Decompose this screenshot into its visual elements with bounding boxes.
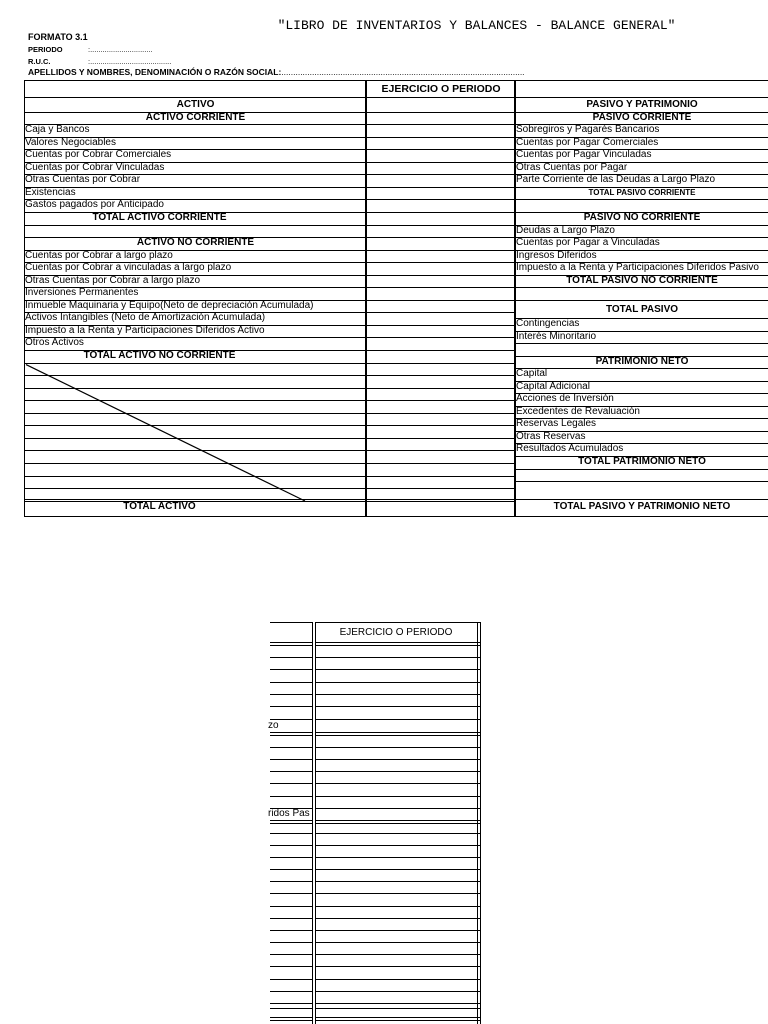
row-line bbox=[366, 312, 515, 313]
row-line bbox=[366, 124, 515, 125]
patrimonio-item: Reservas Legales bbox=[516, 418, 597, 430]
row-line bbox=[315, 823, 481, 824]
row-line bbox=[270, 657, 312, 658]
row-line bbox=[366, 425, 515, 426]
activo-no-corriente-item: Activos Intangibles (Neto de Amortización Acumulada) bbox=[25, 312, 266, 324]
activo-corriente-item: Cuentas por Cobrar Comerciales bbox=[25, 149, 172, 161]
row-line bbox=[270, 735, 312, 736]
row-line bbox=[366, 187, 515, 188]
patrimonio-item: Resultados Acumulados bbox=[516, 443, 624, 455]
row-line bbox=[270, 823, 312, 824]
row-line bbox=[315, 1017, 481, 1018]
total-divider bbox=[366, 499, 515, 500]
pasivo-corriente-heading: PASIVO CORRIENTE bbox=[592, 111, 692, 123]
row-line bbox=[315, 669, 481, 670]
balance-sheet-table bbox=[24, 80, 768, 517]
row-line bbox=[315, 759, 481, 760]
row-line bbox=[270, 954, 312, 955]
ruc-label: R.U.C. bbox=[28, 57, 51, 66]
row-line bbox=[270, 979, 312, 980]
row-line bbox=[270, 682, 312, 683]
activo-corriente-item: Gastos pagados por Anticipado bbox=[25, 199, 164, 211]
row-line bbox=[315, 735, 481, 736]
ejercicio-column-frame bbox=[366, 80, 515, 517]
activo-corriente-item: Existencias bbox=[25, 186, 76, 198]
second-balance-table bbox=[270, 622, 482, 1024]
patrimonio-heading: PATRIMONIO NETO bbox=[595, 355, 689, 367]
row-line bbox=[270, 1020, 312, 1021]
periodo-value: :.............................. bbox=[88, 45, 153, 54]
row-line bbox=[270, 1003, 312, 1004]
row-line bbox=[315, 706, 481, 707]
razon-social-line bbox=[28, 67, 525, 77]
periodo-label: PERIODO bbox=[28, 45, 63, 54]
row-line bbox=[270, 706, 312, 707]
ejercicio-header: EJERCICIO O PERIODO bbox=[381, 83, 501, 95]
total-patrimonio-neto: TOTAL PATRIMONIO NETO bbox=[578, 456, 706, 468]
row-line bbox=[315, 645, 481, 646]
row-line bbox=[366, 250, 515, 251]
pasivo-corriente-item: Cuentas por Pagar Comerciales bbox=[516, 136, 659, 148]
row-line bbox=[315, 930, 481, 931]
row-line bbox=[366, 287, 515, 288]
truncated-label-fragment: ridos Pas bbox=[268, 808, 310, 819]
patrimonio-item: Acciones de Inversión bbox=[516, 393, 614, 405]
row-line bbox=[366, 375, 515, 376]
row-line bbox=[366, 400, 515, 401]
row-line bbox=[315, 966, 481, 967]
row-line bbox=[270, 833, 312, 834]
pasivo-corriente-item: Cuentas por Pagar Vinculadas bbox=[516, 149, 652, 161]
total-pasivo-patrimonio: TOTAL PASIVO Y PATRIMONIO NETO bbox=[553, 501, 731, 512]
pasivo-corriente-item: Sobregiros y Pagarés Bancarios bbox=[516, 124, 660, 136]
row-line bbox=[366, 501, 515, 502]
row-line bbox=[315, 893, 481, 894]
row-line bbox=[270, 1017, 312, 1018]
row-line bbox=[366, 275, 515, 276]
row-line bbox=[315, 918, 481, 919]
row-line bbox=[315, 881, 481, 882]
row-line bbox=[315, 642, 481, 643]
row-line bbox=[515, 481, 768, 482]
activo-no-corriente-item: Cuentas por Cobrar a largo plazo bbox=[25, 249, 173, 261]
row-line bbox=[515, 300, 768, 301]
row-line bbox=[315, 747, 481, 748]
total-pasivo-corriente: TOTAL PASIVO CORRIENTE bbox=[588, 187, 696, 197]
activo-corriente-item: Caja y Bancos bbox=[25, 124, 90, 136]
row-line bbox=[315, 1003, 481, 1004]
row-line bbox=[270, 942, 312, 943]
row-line bbox=[315, 979, 481, 980]
row-line bbox=[366, 149, 515, 150]
pasivo-no-corriente-item: Ingresos Diferidos bbox=[516, 249, 597, 261]
patrimonio-item: Otras Reservas bbox=[516, 430, 586, 442]
row-line bbox=[270, 694, 312, 695]
total-activo-no-corriente: TOTAL ACTIVO NO CORRIENTE bbox=[83, 350, 236, 361]
patrimonio-item: Capital bbox=[516, 368, 548, 380]
row-line bbox=[315, 833, 481, 834]
pasivo-no-corriente-item: Cuentas por Pagar a Vinculadas bbox=[516, 237, 660, 249]
row-line bbox=[366, 350, 515, 351]
activo-corriente-item: Otras Cuentas por Cobrar bbox=[25, 174, 141, 186]
row-line bbox=[270, 732, 312, 733]
row-line bbox=[515, 287, 768, 288]
row-line bbox=[366, 162, 515, 163]
row-line bbox=[270, 622, 312, 623]
row-line bbox=[366, 463, 515, 464]
ruc-line bbox=[28, 57, 171, 66]
activo-corriente-heading: ACTIVO CORRIENTE bbox=[145, 111, 246, 123]
row-line bbox=[315, 657, 481, 658]
row-line bbox=[270, 857, 312, 858]
row-line bbox=[315, 622, 481, 623]
header-divider bbox=[515, 97, 768, 98]
row-line bbox=[270, 771, 312, 772]
row-line bbox=[270, 966, 312, 967]
row-line bbox=[270, 642, 312, 643]
row-line bbox=[366, 325, 515, 326]
row-line bbox=[366, 488, 515, 489]
row-line bbox=[315, 719, 481, 720]
row-line bbox=[315, 732, 481, 733]
total-activo-corriente: TOTAL ACTIVO CORRIENTE bbox=[92, 211, 227, 223]
row-line bbox=[366, 363, 515, 364]
diagonal-strike-line bbox=[24, 80, 366, 517]
truncated-label-fragment: zo bbox=[268, 720, 279, 731]
ruc-value: :....................................... bbox=[88, 57, 172, 66]
row-line bbox=[366, 212, 515, 213]
total-activo: TOTAL ACTIVO bbox=[123, 501, 196, 512]
activo-no-corriente-heading: ACTIVO NO CORRIENTE bbox=[136, 237, 255, 249]
pasivo-patrimonio-heading: PASIVO Y PATRIMONIO bbox=[586, 99, 698, 110]
razon-social-label: APELLIDOS Y NOMBRES, DENOMINACIÓN O RAZÓN SOCIAL: bbox=[28, 67, 282, 77]
razon-social-value: ....................................................................................................... bbox=[281, 67, 525, 77]
activo-no-corriente-item: Cuentas por Cobrar a vinculadas a largo plazo bbox=[25, 262, 232, 274]
row-line bbox=[366, 388, 515, 389]
row-line bbox=[270, 747, 312, 748]
row-line bbox=[515, 469, 768, 470]
row-line bbox=[515, 343, 768, 344]
periodo-line bbox=[28, 45, 153, 54]
row-line bbox=[366, 225, 515, 226]
row-line bbox=[366, 199, 515, 200]
row-line bbox=[366, 476, 515, 477]
activo-corriente-item: Cuentas por Cobrar Vinculadas bbox=[25, 161, 165, 173]
row-line bbox=[270, 906, 312, 907]
row-line bbox=[366, 413, 515, 414]
row-line bbox=[366, 174, 515, 175]
pasivo-no-corriente-heading: PASIVO NO CORRIENTE bbox=[583, 211, 701, 223]
row-line bbox=[315, 1008, 481, 1009]
row-line bbox=[315, 857, 481, 858]
row-line bbox=[315, 991, 481, 992]
patrimonio-item: Excedentes de Revaluación bbox=[516, 405, 640, 417]
row-line bbox=[315, 771, 481, 772]
activo-no-corriente-item: Otras Cuentas por Cobrar a largo plazo bbox=[25, 274, 201, 286]
total-pasivo: TOTAL PASIVO bbox=[605, 303, 679, 315]
row-line bbox=[515, 199, 768, 200]
row-line bbox=[366, 450, 515, 451]
pasivo-no-corriente-item: Deudas a Largo Plazo bbox=[516, 224, 615, 236]
row-line bbox=[315, 869, 481, 870]
activo-no-corriente-item: Inversiones Permanentes bbox=[25, 287, 139, 299]
row-line bbox=[270, 930, 312, 931]
pasivo-corriente-item: Otras Cuentas por Pagar bbox=[516, 161, 628, 173]
row-line bbox=[315, 808, 481, 809]
row-line bbox=[270, 645, 312, 646]
row-line bbox=[366, 438, 515, 439]
row-line bbox=[315, 796, 481, 797]
row-line bbox=[270, 669, 312, 670]
row-line bbox=[366, 237, 515, 238]
row-line bbox=[270, 783, 312, 784]
row-line bbox=[315, 682, 481, 683]
row-line bbox=[270, 845, 312, 846]
row-line bbox=[270, 869, 312, 870]
total-divider bbox=[515, 499, 768, 500]
row-line bbox=[315, 954, 481, 955]
document-title: "LIBRO DE INVENTARIOS Y BALANCES - BALANCE GENERAL" bbox=[277, 18, 676, 33]
formato-label: FORMATO 3.1 bbox=[28, 32, 88, 42]
row-line bbox=[366, 300, 515, 301]
pasivo-otros-item: Contingencias bbox=[516, 317, 580, 329]
grid-line bbox=[312, 622, 313, 1024]
row-line bbox=[315, 845, 481, 846]
activo-heading: ACTIVO bbox=[176, 99, 215, 110]
row-line bbox=[315, 906, 481, 907]
row-line bbox=[270, 881, 312, 882]
row-line bbox=[270, 759, 312, 760]
patrimonio-item: Capital Adicional bbox=[516, 380, 590, 392]
row-line bbox=[270, 918, 312, 919]
row-line bbox=[366, 112, 515, 113]
row-line bbox=[315, 820, 481, 821]
row-line bbox=[315, 783, 481, 784]
row-line bbox=[366, 137, 515, 138]
row-line bbox=[270, 991, 312, 992]
activo-corriente-item: Valores Negociables bbox=[25, 136, 116, 148]
pasivo-otros-item: Interés Minoritario bbox=[516, 330, 597, 342]
row-line bbox=[270, 1008, 312, 1009]
ejercicio-header-2: EJERCICIO O PERIODO bbox=[339, 627, 453, 638]
row-line bbox=[366, 262, 515, 263]
row-line bbox=[315, 942, 481, 943]
diagonal-strike-segment bbox=[26, 365, 305, 501]
activo-no-corriente-item: Inmueble Maquinaria y Equipo(Neto de depreciación Acumulada) bbox=[25, 299, 314, 311]
row-line bbox=[315, 694, 481, 695]
row-line bbox=[270, 796, 312, 797]
row-line bbox=[270, 820, 312, 821]
header-divider bbox=[366, 97, 515, 98]
row-line bbox=[270, 893, 312, 894]
row-line bbox=[315, 1020, 481, 1021]
activo-no-corriente-item: Impuesto a la Renta y Participaciones Diferidos Activo bbox=[25, 324, 265, 336]
activo-no-corriente-item: Otros Activos bbox=[25, 337, 84, 349]
pasivo-corriente-item: Parte Corriente de las Deudas a Largo Plazo bbox=[516, 174, 716, 186]
pasivo-no-corriente-item: Impuesto a la Renta y Participaciones Diferidos Pasivo bbox=[516, 262, 759, 274]
total-pasivo-no-corriente: TOTAL PASIVO NO CORRIENTE bbox=[566, 274, 718, 286]
row-line bbox=[366, 337, 515, 338]
